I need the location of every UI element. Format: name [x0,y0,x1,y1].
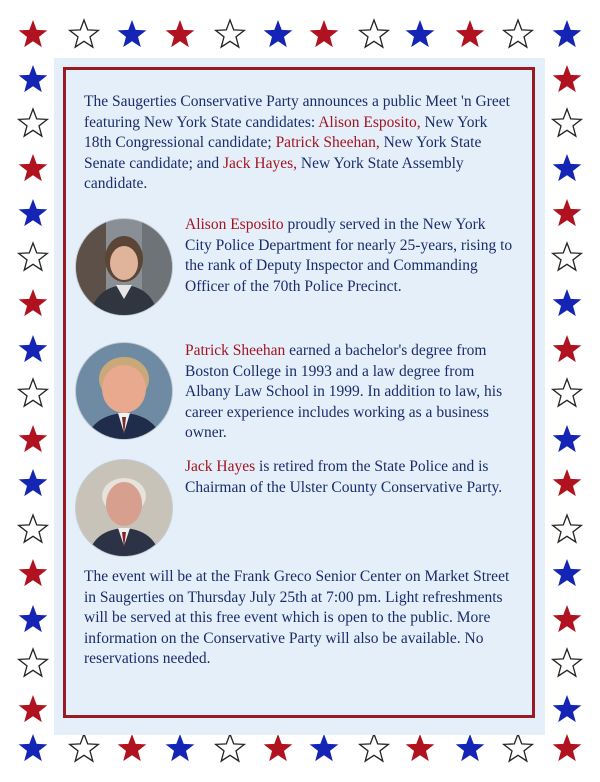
hayes-photo [76,460,172,556]
esposito-photo [76,219,172,315]
hayes-name: Jack Hayes [185,457,256,475]
blue-star-icon [19,335,48,362]
outline-star-icon [504,734,533,761]
blue-star-icon [456,734,485,761]
outline-star-icon [216,734,245,761]
candidate-hayes [84,457,514,567]
intro-text-3: New York State Senate candidate; and [84,134,482,172]
red-star-icon [118,734,147,761]
hayes-bio [185,457,515,498]
outline-star-icon [19,379,48,406]
outline-star-icon [19,243,48,270]
red-star-icon [456,20,485,47]
blue-star-icon [264,20,293,47]
candidate-esposito [84,215,514,325]
red-star-icon [19,425,48,452]
hayes-bio-text: is retired from the State Police and is Chairman of the Ulster County Conservative Party. [185,457,503,496]
red-star-icon [19,559,48,586]
intro-name-esposito: Alison Esposito, [318,113,421,131]
announcement-content [84,92,514,670]
red-star-icon [406,734,435,761]
blue-star-icon [553,425,582,452]
blue-star-icon [19,469,48,496]
outline-star-icon [216,20,245,47]
outline-star-icon [19,109,48,136]
blue-star-icon [553,154,582,181]
blue-star-icon [553,289,582,316]
red-star-icon [553,469,582,496]
red-star-icon [166,20,195,47]
sheehan-bio-text: earned a bachelor's degree from Boston College in 1993 and a law degree from Albany Law School in 1999. In addition to law, his career experience includes working as a business owner. [185,341,503,442]
sheehan-name: Patrick Sheehan [185,341,286,359]
outline-star-icon [19,649,48,676]
intro-paragraph [84,92,514,195]
red-star-icon [19,289,48,316]
candidate-sheehan [84,341,514,451]
blue-star-icon [553,559,582,586]
red-star-icon [553,605,582,632]
blue-star-icon [19,199,48,226]
intro-name-hayes: Jack Hayes, [223,154,298,172]
blue-star-icon [553,20,582,47]
outline-star-icon [19,515,48,542]
intro-name-sheehan: Patrick Sheehan, [275,134,380,152]
red-star-icon [19,154,48,181]
red-star-icon [19,20,48,47]
red-star-icon [553,335,582,362]
outline-star-icon [553,515,582,542]
blue-star-icon [19,65,48,92]
outline-star-icon [553,649,582,676]
outline-star-icon [553,379,582,406]
outline-star-icon [70,734,99,761]
blue-star-icon [118,20,147,47]
red-star-icon [264,734,293,761]
esposito-bio-text: proudly served in the New York City Police Department for nearly 25-years, rising to the rank of Deputy Inspector and Commanding Officer of the 70th Police Precinct. [185,215,513,295]
sheehan-bio [185,341,515,444]
red-star-icon [553,199,582,226]
red-star-icon [553,734,582,761]
red-star-icon [310,20,339,47]
sheehan-photo [76,343,172,439]
intro-text-1: The Saugerties Conservative Party announces a public Meet 'n Greet featuring New York State candidates: [84,93,510,131]
outline-star-icon [504,20,533,47]
event-details: The event will be at the Frank Greco Senior Center on Market Street in Saugerties on Thursday July 25th at 7:00 pm. Light refreshments will be served at this free event which is open to the public. More information on the Conservative Party will also be available. No reservations needed. [84,567,510,668]
outline-star-icon [360,734,389,761]
outline-star-icon [70,20,99,47]
blue-star-icon [19,734,48,761]
intro-text-4: New York State Assembly candidate. [84,154,464,193]
outline-star-icon [553,243,582,270]
blue-star-icon [553,695,582,722]
intro-text-2: New York 18th Congressional candidate; [84,113,488,152]
blue-star-icon [406,20,435,47]
outline-star-icon [360,20,389,47]
red-star-icon [19,695,48,722]
esposito-name: Alison Esposito [185,215,284,233]
blue-star-icon [19,605,48,632]
esposito-bio [185,215,515,297]
blue-star-icon [310,734,339,761]
red-star-icon [553,65,582,92]
outline-star-icon [553,109,582,136]
blue-star-icon [166,734,195,761]
